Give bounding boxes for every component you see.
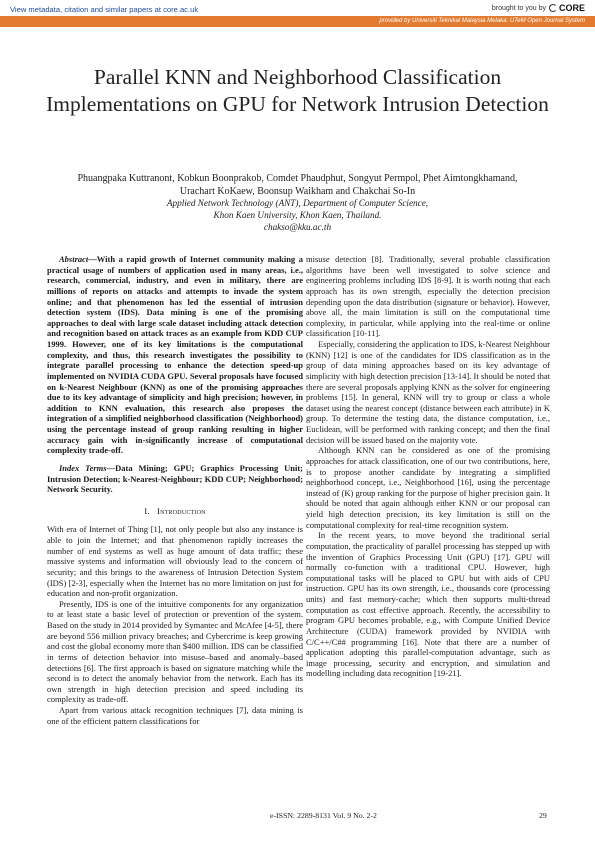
body-paragraph: Apart from various attack recognition techniques [7], data mining is one of the efficient pattern classifications for: [47, 705, 303, 726]
core-banner: [0, 0, 595, 28]
section-numeral: I.: [144, 505, 150, 516]
core-logo-icon: [549, 4, 557, 12]
authors-line-2: Urachart KoKaew, Boonsup Waikham and Chakchai So-In: [179, 185, 416, 197]
metadata-link[interactable]: View metadata, citation and similar papers at core.ac.uk: [10, 5, 199, 14]
index-terms: [47, 463, 303, 495]
affiliation: [40, 197, 555, 233]
journal-issn: e-ISSN: 2289-8131 Vol. 9 No. 2-2: [270, 811, 377, 820]
body-paragraph: Presently, IDS is one of the intuitive components for any organization to at least state a basic level of protection or prevention of the system. Based on the study in 2014 provided by Symantec and McAfee [4-5], there are beyond 556 million privacy breaches; and Cybercrime is keep growing and cost the global economy more than $400 million. IDS can be classified in terms of detection behavior into misuse–based and anomaly–based detections [6]. The first approach is based on signature matching while the second is to detect the anomaly behavior from the network. Each has its own strength in high detection precision and speed including its complexity as trade-off.: [47, 598, 303, 705]
brought-to-you-by: [492, 3, 585, 13]
author-email: chakso@kku.ac.th: [263, 222, 332, 232]
index-terms-text: —Data Mining; GPU; Graphics Processing Unit; Intrusion Detection; k-Nearest-Neighbour; KDD CUP; Neighborhood; Network Security.: [47, 462, 303, 495]
section-title: Introduction: [157, 505, 206, 516]
index-terms-lead: Index Terms: [59, 462, 107, 473]
authors-line-1: Phuangpaka Kuttranont, Kobkun Boonprakob, Comdet Phaudphut, Songyut Permpol, Phet Aimtongkhamand,: [77, 173, 518, 184]
body-paragraph: In the recent years, to move beyond the traditional serial computation, the practicality of parallel processing has stepped up with the invention of Graphics Processing Unit (GPU) [17]. GPU will normally co-function with a traditional CPU. However, high computational tasks will be placed to GPU but with aids of CPU instruction. GPU has its own strength, i.e., thousands core (processing units) and fast memory-cache; which then supports multi-thread computation as cost effective approach. Recently, the accessibility to program GPU becomes probable, e.g., with Compute Unified Device Architecture (CUDA) framework provided by NVIDIA with C/C++/C## programming [16]. Note that there are a number of application adopting this parallel-computation advantage, such as image processing, security and encryption, and simulation and modelling including data recognition [19-21].: [306, 530, 550, 679]
page-number: 29: [539, 811, 547, 820]
affiliation-line-1: Applied Network Technology (ANT), Department of Computer Science,: [166, 198, 429, 208]
abstract-text: —With a rapid growth of Internet community making a practical usage of numbers of application used in many areas, i.e., research, commercial, industry, and even in military, there are millions of reports on attacks and attempts to invade the system online; and that phenomenon has led the essential of intrusion detection system (IDS). Data mining is one of the promising approaches to deal with large scale dataset including attack detection and recognition based on attack traces as an example from KDD CUP 1999. However, one of its key limitations is the computational complexity, and thus, this research investigates the possibility to integrate parallel processing to enhance the detection speed-up implemented on NVIDIA CUDA GPU. Several proposals have focused on k-Nearest Neighbour (KNN) as one of the promising approaches due to its key advantage of simplicity and high precision; however, in addition to KNN evaluation, this research also proposes the integration of a simplified neighborhood classification (Neighborhood) using the percentage instead of group ranking resulting in higher accuracy gain with in-significantly increase of computational complexity trade-off.: [47, 254, 303, 456]
author-list: [40, 173, 555, 198]
body-paragraph: Especially, considering the application to IDS, k-Nearest Neighbour (KNN) [12] is one of the candidates for IDS classification as in the group of data mining approaches based on its key advantage of simplicity with high detection precision [13-14]. It should be noted that there are several proposals applying KNN as the solver for engineering problems [15]. In general, KNN will try to group or class a whole dataset using the nearest concept (distance between each attribute) in K group. To determine the testing data, the distance computation, i.e., Euclidean, will be performed with ranking concept; and then the final decision will be issued based on the majority vote.: [306, 339, 550, 445]
left-column: [47, 254, 303, 726]
abstract-lead: Abstract: [59, 254, 89, 264]
section-heading-introduction: [47, 506, 303, 517]
body-paragraph: With era of Internet of Thing [1], not only people but also any instance is able to join the Internet; and that phenomenon rapidly increases the number of end systems as well as huge amount of data traffic; these massive systems and information will obviously lead to the concern of security; and this brings to the awareness of Intrusion Detection System (IDS) [2-3], especially when the Internet has no more limitation on just for education and non-profit organization.: [47, 524, 303, 599]
right-column: [306, 254, 550, 679]
core-logo-label: CORE: [558, 3, 585, 13]
brought-by-label: brought to you by: [491, 4, 546, 12]
body-paragraph: Although KNN can be considered as one of the promising approaches for attack classification, one of our two contributions, here, is to propose another candidate by integrating a simplified neighborhood concept, i.e., Neighborhood [16], using the percentage instead of (K) group ranking for the purpose of higher precision gain. It should be noted that again although either KNN or our proposal can yield high detection precision, its key limitation is still on the computational complexity for real-time recognition system.: [306, 445, 550, 530]
body-paragraph: misuse detection [8]. Traditionally, several probable classification algorithms have been well investigated to solve science and engineering problems including IDS [8-9]. It is worth noting that each approach has its own strength, especially the detection precision depending upon the data distribution (signature or behavior). However, above all, the main limitation is still on the computational time complexity, in particular, while applying into the real-time or online classification [10-11].: [306, 254, 550, 339]
paper-title: Parallel KNN and Neighborhood Classification Implementations on GPU for Network Intrusion Detection: [46, 65, 549, 116]
affiliation-line-2: Khon Kaen University, Khon Kaen, Thailand.: [213, 210, 382, 220]
provided-by-bar: provided by Universiti Teknikal Malaysia Melaka: UTeM Open Journal System: [0, 16, 595, 27]
abstract: [47, 254, 303, 456]
core-logo[interactable]: [549, 3, 585, 13]
